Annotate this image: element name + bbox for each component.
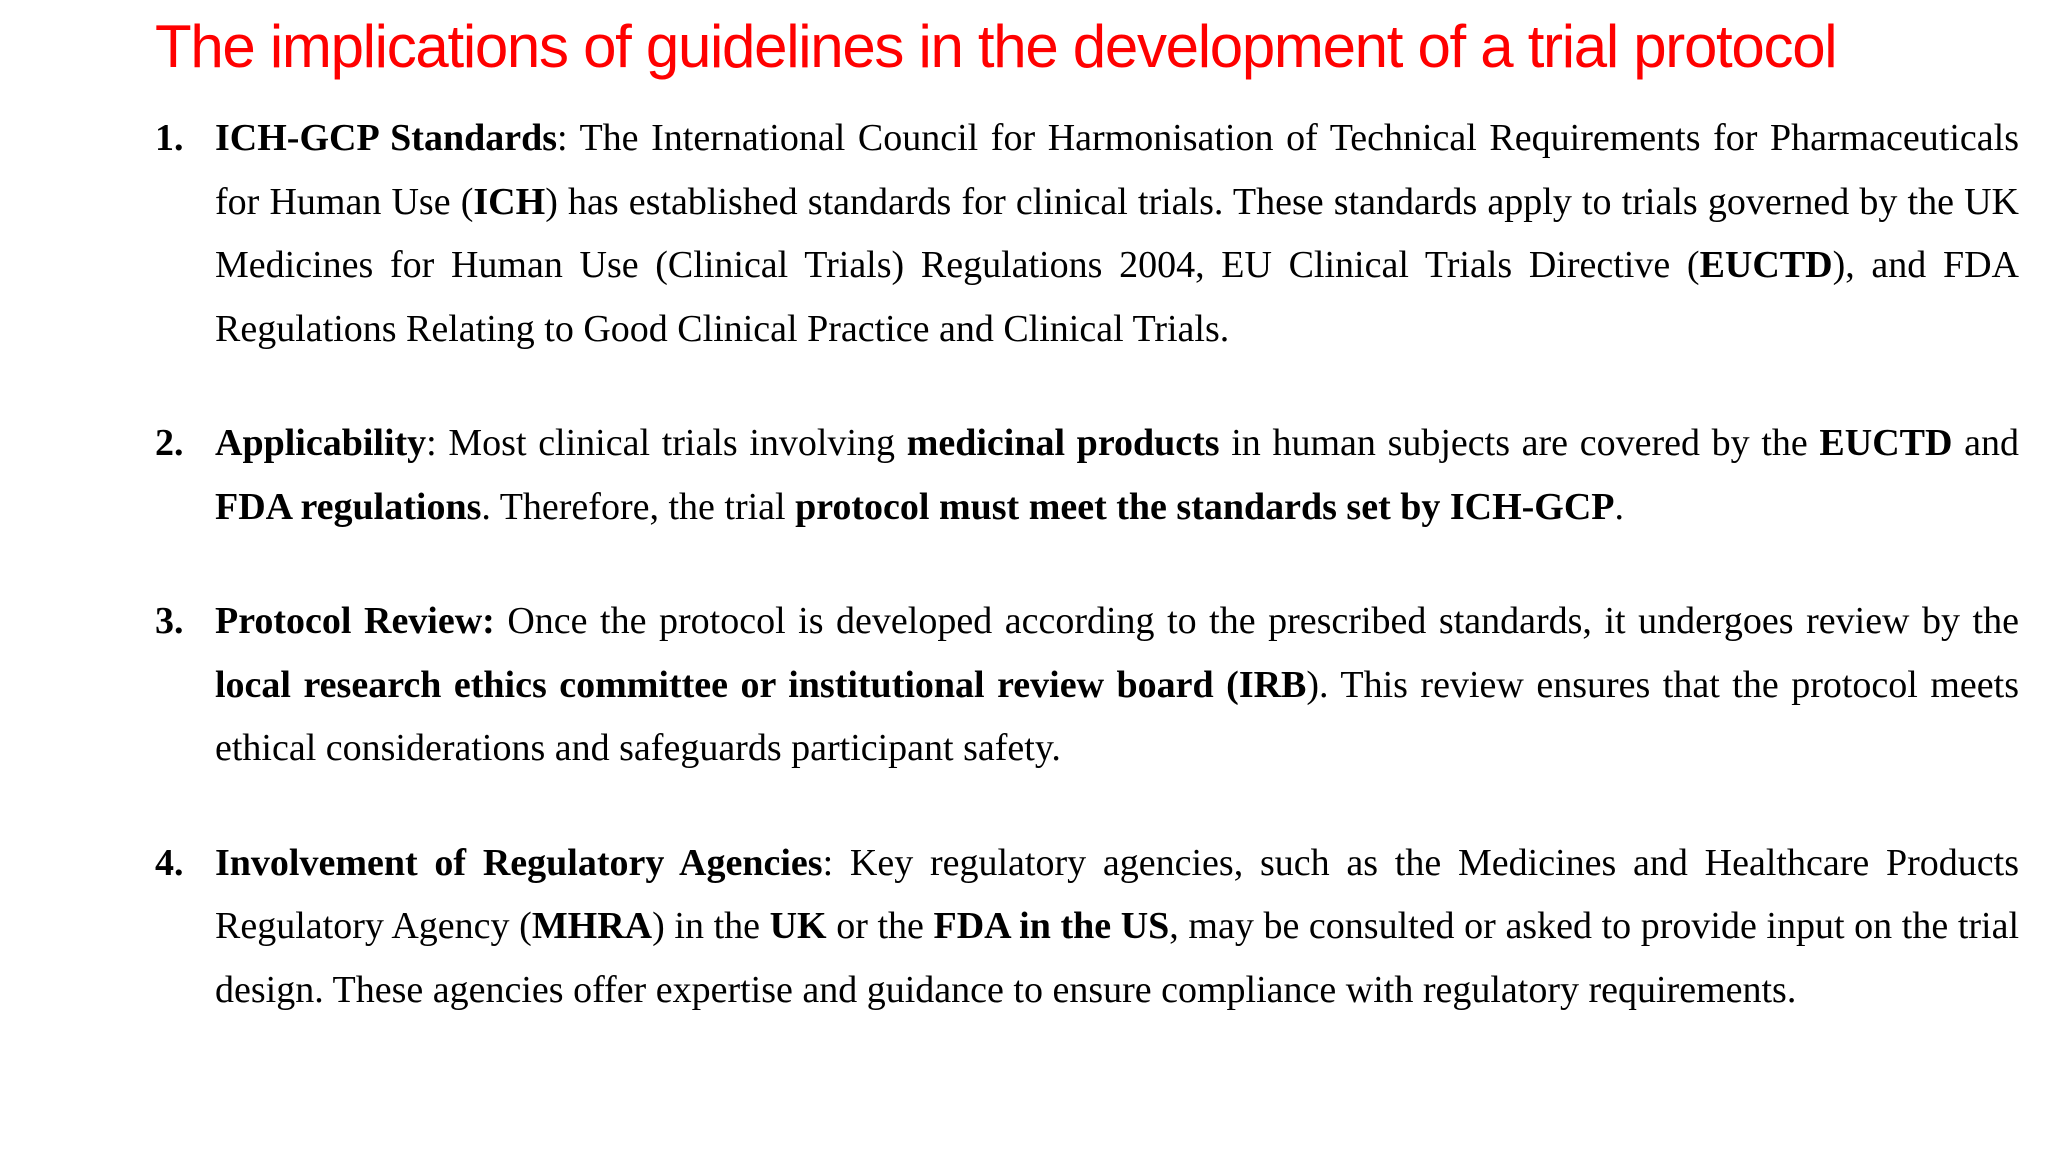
point-text-bold: FDA in the US [933, 905, 1170, 947]
point-text-regular: in human subjects are covered by the [1219, 422, 1820, 464]
point-text-bold: EUCTD [1699, 244, 1833, 286]
point-text-regular: : The International Council for Harmonisation of Technical Requirements for Pharmaceuticals for Human Use ( [215, 117, 2019, 223]
point-item [155, 590, 2019, 781]
point-number: 2. [155, 422, 184, 464]
point-text-regular: : Most clinical trials involving [426, 422, 907, 464]
point-text-bold: Involvement of Regulatory Agencies [215, 841, 823, 884]
point-text-regular: or the [826, 905, 934, 947]
point-text-regular: and [1952, 422, 2019, 464]
point-text-bold: medicinal products [906, 422, 1220, 464]
point-text [215, 590, 2019, 781]
point-text-regular: : Key regulatory agencies, such as the Medicines and Healthcare Products Regulatory Agency ( [215, 841, 2019, 947]
point-item [155, 832, 2019, 1023]
point-text-bold: ICH [473, 180, 546, 223]
point-number: 4. [155, 841, 184, 884]
point-text-bold: protocol must meet the standards set by ICH-GCP [795, 485, 1615, 528]
point-text-bold: UK [769, 905, 827, 947]
point-number: 1. [155, 117, 184, 159]
point-text-regular: . Therefore, the trial [481, 485, 796, 528]
point-text-regular: Once the protocol is developed according to the prescribed standards, it undergoes review by the [494, 600, 2019, 642]
point-text [215, 107, 2019, 361]
point-text-bold: FDA regulations [215, 485, 482, 528]
point-text-bold: ICH-GCP Standards [215, 117, 557, 159]
point-text-bold: Protocol Review: [215, 600, 495, 642]
point-text [215, 412, 2019, 539]
point-text [215, 832, 2019, 1023]
point-text-bold: Applicability [215, 422, 427, 464]
point-text-bold: EUCTD [1819, 422, 1953, 464]
point-text-regular: ) has established standards for clinical trials. These standards apply to trials governed by the UK Medicines for Human Use (Clinical Trials) Regulations 2004, EU Clinical Trials Directive ( [215, 180, 2019, 286]
point-text-regular: ) in the [652, 905, 770, 947]
point-text-regular: . [1614, 485, 1625, 528]
point-text-regular: ), and FDA Regulations Relating to Good Clinical Practice and Clinical Trials. [215, 244, 2019, 350]
point-item [155, 107, 2019, 361]
point-number: 3. [155, 600, 184, 642]
slide-title: The implications of guidelines in the development of a trial protocol [155, 13, 1837, 80]
point-text-bold: local research ethics committee or institutional review board (IRB [215, 663, 1307, 706]
point-text-regular: , may be consulted or asked to provide input on the trial design. These agencies offer expertise and guidance to ensure compliance with regulatory requirements. [215, 905, 2020, 1011]
points-list [155, 107, 2019, 1022]
point-text-bold: MHRA [531, 905, 653, 947]
point-item [155, 412, 2019, 539]
point-text-regular: ). This review ensures that the protocol meets ethical considerations and safeguards participant safety. [215, 663, 2019, 769]
